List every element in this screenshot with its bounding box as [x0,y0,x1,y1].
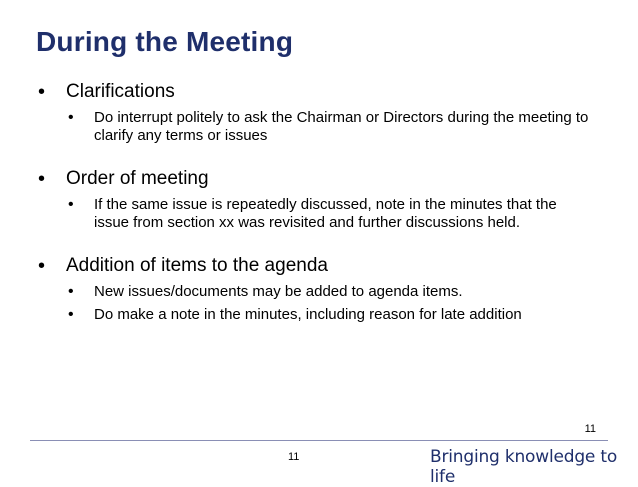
section-order-of-meeting [38,167,618,232]
bullet-icon: • [38,81,46,103]
bullet-text: Do interrupt politely to ask the Chairman or Directors during the meeting to clarify any terms or issues [94,109,589,144]
bullet-icon: • [68,196,74,213]
bullet-icon: • [38,168,46,190]
bullet-text: Do make a note in the minutes, including reason for late addition [94,306,522,323]
slide-content [38,80,618,346]
footer-tagline: Bringing knowledge to life [430,447,618,487]
bullet-text: New issues/documents may be added to agenda items. [94,283,463,300]
bullet-level2 [38,196,618,232]
bullet-icon: • [38,255,46,277]
section-heading: Order of meeting [66,168,209,189]
bullet-level2 [38,109,618,145]
bullet-icon: • [68,283,74,300]
bullet-level2 [38,283,618,301]
section-agenda-additions [38,254,618,324]
section-clarifications [38,80,618,145]
slide-title: During the Meeting [36,26,294,57]
bullet-level1 [38,254,618,278]
section-heading: Addition of items to the agenda [66,255,328,276]
bullet-icon: • [68,306,74,323]
bullet-icon: • [68,109,74,126]
bullet-text: If the same issue is repeatedly discussed, note in the minutes that the issue from section xx was revisited and further discussions held. [94,196,557,231]
footer-divider [30,440,608,441]
bullet-level1 [38,80,618,104]
bullet-level1 [38,167,618,191]
bullet-level2 [38,306,618,324]
section-heading: Clarifications [66,81,175,102]
slide-number: 11 [584,423,596,435]
footer-page-number: 11 [288,451,300,463]
